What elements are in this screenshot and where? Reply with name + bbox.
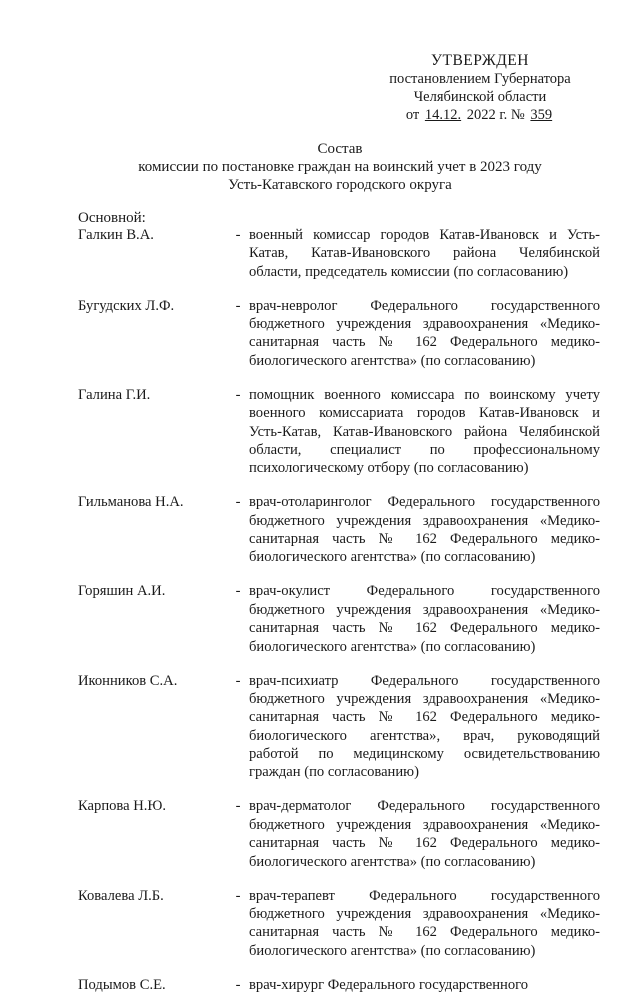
- member-position-line: врач-хирург Федерального государственного: [249, 976, 529, 993]
- member-position-line: граждан (по согласованию): [249, 764, 419, 781]
- member-position: [249, 797, 600, 871]
- approval-line-2: Челябинской области: [413, 89, 547, 105]
- approval-number: 359: [530, 107, 553, 123]
- member-position: [249, 493, 600, 567]
- member-position: [249, 582, 600, 656]
- member-name: Гильманова Н.А.: [78, 494, 184, 511]
- member-position-line: Усть-Катав, Катав-Ивановского района Челябинской: [249, 423, 600, 440]
- member-position-line: биологического агентства» (по согласованию): [249, 549, 536, 566]
- approval-title: УТВЕРЖДЕН: [431, 52, 529, 69]
- member-name: Подымов С.Е.: [78, 976, 166, 993]
- member-position-line: бюджетного учреждения здравоохранения «Медико-: [249, 690, 600, 707]
- document-heading: [80, 140, 600, 194]
- member-name: Галкин В.А.: [78, 227, 154, 243]
- heading-line-2: комиссии по постановке граждан на воинский учет в 2023 году: [138, 159, 542, 175]
- member-position-line: биологического агентства», врач, руководящий: [249, 727, 600, 744]
- member-position-line: бюджетного учреждения здравоохранения «Медико-: [249, 512, 600, 529]
- member-position-line: бюджетного учреждения здравоохранения «Медико-: [249, 316, 600, 333]
- member-position-line: санитарная часть № 162 Федерального медико-: [249, 620, 600, 637]
- approval-stamp: [360, 52, 600, 124]
- member-name: Галина Г.И.: [78, 386, 151, 403]
- member-position-line: Катав, Катав-Ивановского района Челябинской: [249, 245, 600, 262]
- member-position-line: биологического агентства» (по согласованию): [249, 853, 536, 870]
- member-position: [249, 672, 600, 782]
- member-dash: -: [235, 672, 241, 689]
- member-position-line: бюджетного учреждения здравоохранения «Медико-: [249, 601, 600, 618]
- member-position: [249, 297, 600, 371]
- member-dash: -: [235, 798, 241, 815]
- member-position-line: санитарная часть № 162 Федерального медико-: [249, 531, 600, 548]
- member-dash: -: [235, 887, 241, 904]
- member-position-line: области, специалист по профессиональному: [249, 441, 600, 458]
- member-position-line: области, председатель комиссии (по согласованию): [249, 263, 569, 280]
- member-position-line: помощник военного комиссара по воинскому учету: [249, 386, 600, 403]
- member-dash: -: [235, 494, 241, 511]
- member-position: [249, 887, 600, 961]
- member-position-line: психологическому отбору (по согласованию): [249, 460, 529, 477]
- approval-year-text: 2022 г. №: [466, 107, 525, 123]
- member-position: [249, 976, 600, 994]
- member-position-line: работой по медицинскому освидетельствованию: [249, 746, 600, 763]
- member-position-line: санитарная часть № 162 Федерального медико-: [249, 924, 600, 941]
- member-position: [249, 226, 600, 281]
- member-position-line: врач-невролог Федерального государственного: [249, 297, 600, 314]
- member-name: Ковалева Л.Б.: [78, 887, 164, 904]
- member-name: Горяшин А.И.: [78, 583, 166, 600]
- member-position-line: военного комиссариата городов Катав-Ивановск и: [249, 405, 600, 422]
- member-position-line: бюджетного учреждения здравоохранения «Медико-: [249, 905, 600, 922]
- member-position-line: врач-психиатр Федерального государственного: [249, 672, 600, 689]
- member-dash: -: [235, 386, 241, 403]
- member-position-line: врач-терапевт Федерального государственного: [249, 887, 600, 904]
- approval-line-1: постановлением Губернатора: [389, 71, 571, 87]
- member-name: Иконников С.А.: [78, 672, 178, 689]
- member-position-line: бюджетного учреждения здравоохранения «Медико-: [249, 816, 600, 833]
- member-position-line: биологического агентства» (по согласованию): [249, 352, 536, 369]
- member-position-line: врач-окулист Федерального государственного: [249, 583, 600, 600]
- member-position: [249, 386, 600, 478]
- member-dash: -: [235, 976, 241, 993]
- member-position-line: биологического агентства» (по согласованию): [249, 638, 536, 655]
- member-position-line: санитарная часть № 162 Федерального медико-: [249, 334, 600, 351]
- member-position-line: санитарная часть № 162 Федерального медико-: [249, 835, 600, 852]
- member-position-line: врач-дерматолог Федерального государственного: [249, 798, 600, 815]
- approval-date-prefix: от: [405, 107, 420, 123]
- member-position-line: санитарная часть № 162 Федерального медико-: [249, 709, 600, 726]
- member-position-line: биологического агентства» (по согласованию): [249, 942, 536, 959]
- member-position-line: врач-отоларинголог Федерального государственного: [249, 494, 600, 511]
- section-label: Основной:: [78, 210, 146, 226]
- approval-date-line: [360, 106, 600, 124]
- member-dash: -: [235, 297, 241, 314]
- member-dash: -: [235, 583, 241, 600]
- heading-line-3: Усть-Катавского городского округа: [228, 177, 452, 193]
- approval-date: 14.12.: [424, 107, 462, 123]
- member-name: Карпова Н.Ю.: [78, 798, 167, 815]
- member-dash: -: [235, 227, 241, 243]
- member-name: Бугудских Л.Ф.: [78, 297, 175, 314]
- member-position-line: военный комиссар городов Катав-Ивановск и Усть-: [249, 227, 600, 243]
- heading-line-1: Состав: [317, 141, 363, 157]
